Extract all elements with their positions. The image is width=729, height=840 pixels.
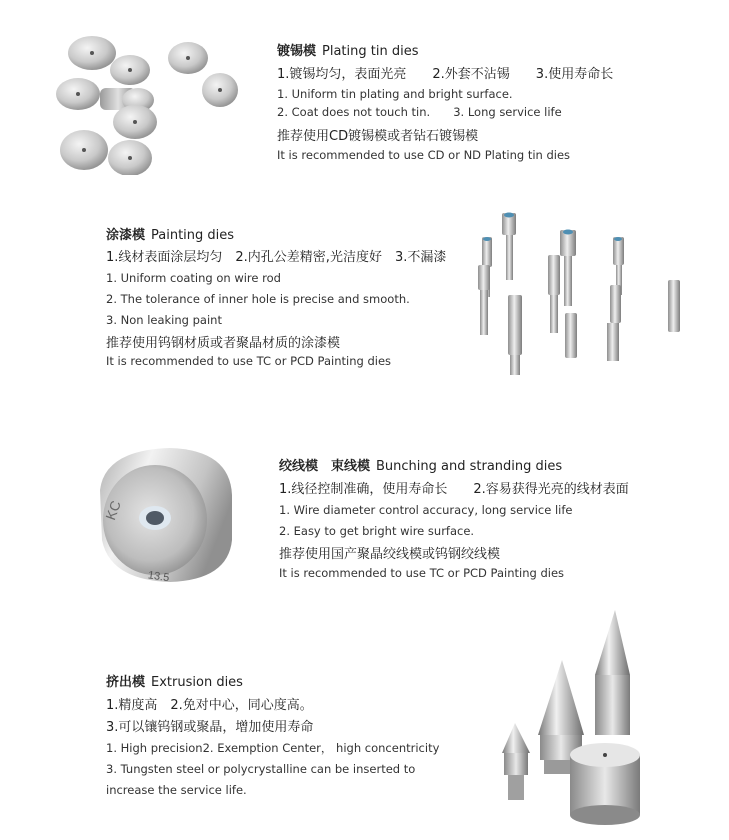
title-cn: 绞线模 束线模 bbox=[279, 459, 371, 474]
feature-line: 1.线径控制准确，使用寿命长 2.容易获得光亮的线材表面 bbox=[279, 482, 629, 497]
feature-line: 1. High precision2. Exemption Center， high concentricity bbox=[106, 741, 440, 755]
section-title bbox=[106, 676, 243, 689]
title-cn: 涂漆模 bbox=[106, 228, 146, 243]
title-cn: 镀锡模 bbox=[277, 44, 317, 59]
recommendation-cn: 推荐使用钨钢材质或者聚晶材质的涂漆模 bbox=[106, 336, 341, 351]
title-en: Painting dies bbox=[151, 228, 235, 243]
feature-line: 1. Wire diameter control accuracy, long service life bbox=[279, 503, 573, 517]
feature-line: 2. Coat does not touch tin. 3. Long service life bbox=[277, 105, 562, 119]
feature-line: 2. The tolerance of inner hole is precise and smooth. bbox=[106, 292, 410, 306]
recommendation-cn: 推荐使用CD镀锡模或者钻石镀锡模 bbox=[277, 129, 479, 144]
bunching-die-photo bbox=[90, 440, 240, 590]
die-mark-logo: KC bbox=[102, 498, 124, 523]
feature-line: 1.线材表面涂层均匀 2.内孔公差精密,光洁度好 3.不漏漆 bbox=[106, 250, 447, 265]
title-en: Bunching and stranding dies bbox=[376, 459, 563, 474]
plating-tin-dies-photo bbox=[40, 30, 250, 175]
recommendation-en: It is recommended to use TC or PCD Painting dies bbox=[279, 566, 565, 580]
die-mark-size: 13.5 bbox=[147, 569, 171, 585]
feature-line: 1. Uniform coating on wire rod bbox=[106, 271, 281, 285]
feature-line: 3.可以镶钨钢或聚晶，增加使用寿命 bbox=[106, 720, 314, 735]
title-cn: 挤出模 bbox=[106, 675, 146, 690]
recommendation-en: It is recommended to use TC or PCD Painting dies bbox=[106, 354, 392, 368]
feature-line: 1. Uniform tin plating and bright surface. bbox=[277, 87, 513, 101]
recommendation-cn: 推荐使用国产聚晶绞线模或钨钢绞线模 bbox=[279, 547, 501, 562]
recommendation-en: It is recommended to use CD or ND Plating tin dies bbox=[277, 148, 571, 162]
feature-line: increase the service life. bbox=[106, 783, 247, 797]
section-title bbox=[279, 460, 562, 473]
feature-line: 1.镀锡均匀，表面光亮 2.外套不沾锡 3.使用寿命长 bbox=[277, 67, 614, 82]
painting-dies-photo bbox=[470, 205, 695, 380]
extrusion-dies-photo bbox=[480, 605, 680, 830]
feature-line: 2. Easy to get bright wire surface. bbox=[279, 524, 475, 538]
section-title bbox=[277, 45, 418, 58]
title-en: Plating tin dies bbox=[322, 44, 419, 59]
feature-line: 3. Tungsten steel or polycrystalline can be inserted to bbox=[106, 762, 416, 776]
feature-line: 1.精度高 2.免对中心，同心度高。 bbox=[106, 698, 313, 713]
feature-line: 3. Non leaking paint bbox=[106, 313, 222, 327]
section-title bbox=[106, 229, 234, 242]
title-en: Extrusion dies bbox=[151, 675, 243, 690]
